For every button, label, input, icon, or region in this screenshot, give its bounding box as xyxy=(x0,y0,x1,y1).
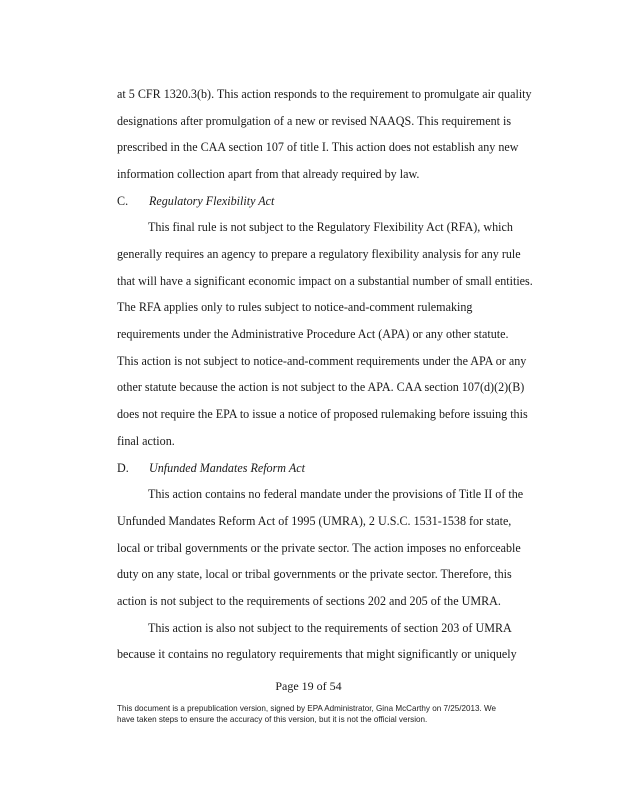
section-c-title: Regulatory Flexibility Act xyxy=(149,194,275,208)
body-text-line: requirements under the Administrative Procedure Act (APA) or any other statute. xyxy=(117,327,509,341)
body-text-line: information collection apart from that already required by law. xyxy=(117,167,420,181)
body-text-line: This final rule is not subject to the Regulatory Flexibility Act (RFA), which xyxy=(148,220,513,234)
body-text-line: local or tribal governments or the private sector. The action imposes no enforceable xyxy=(117,541,521,555)
body-text-line: This action is also not subject to the requirements of section 203 of UMRA xyxy=(148,621,512,635)
body-text-line: generally requires an agency to prepare a regulatory flexibility analysis for any rule xyxy=(117,247,521,261)
body-text-line: The RFA applies only to rules subject to notice-and-comment rulemaking xyxy=(117,300,473,314)
section-d-title: Unfunded Mandates Reform Act xyxy=(149,461,305,475)
body-text-line: that will have a significant economic impact on a substantial number of small entities. xyxy=(117,274,533,288)
body-text-line: does not require the EPA to issue a notice of proposed rulemaking before issuing this xyxy=(117,407,528,421)
body-text-line: at 5 CFR 1320.3(b). This action responds to the requirement to promulgate air quality xyxy=(117,87,532,101)
body-text-line: This action contains no federal mandate under the provisions of Title II of the xyxy=(148,487,524,501)
page-number: Page 19 of 54 xyxy=(275,679,342,693)
body-text-line: duty on any state, local or tribal governments or the private sector. Therefore, this xyxy=(117,567,512,581)
body-text-line: action is not subject to the requirements of sections 202 and 205 of the UMRA. xyxy=(117,594,501,608)
prepublication-disclaimer: This document is a prepublication version, signed by EPA Administrator, Gina McCarthy on 7/25/2013. We have taken steps to ensure the accuracy of this version, but it is not the official version. xyxy=(117,704,496,724)
body-text-line: other statute because the action is not subject to the APA. CAA section 107(d)(2)(B) xyxy=(117,380,525,394)
section-d-letter: D. xyxy=(117,461,129,475)
body-text-line: This action is not subject to notice-and-comment requirements under the APA or any xyxy=(117,354,527,368)
body-text-line: designations after promulgation of a new or revised NAAQS. This requirement is xyxy=(117,114,512,128)
body-text-line: prescribed in the CAA section 107 of title I. This action does not establish any new xyxy=(117,140,519,154)
section-c-letter: C. xyxy=(117,194,129,208)
body-text-line: because it contains no regulatory requirements that might significantly or uniquely xyxy=(117,647,517,661)
body-text-line: Unfunded Mandates Reform Act of 1995 (UMRA), 2 U.S.C. 1531-1538 for state, xyxy=(117,514,512,528)
body-text-line: final action. xyxy=(117,434,175,448)
